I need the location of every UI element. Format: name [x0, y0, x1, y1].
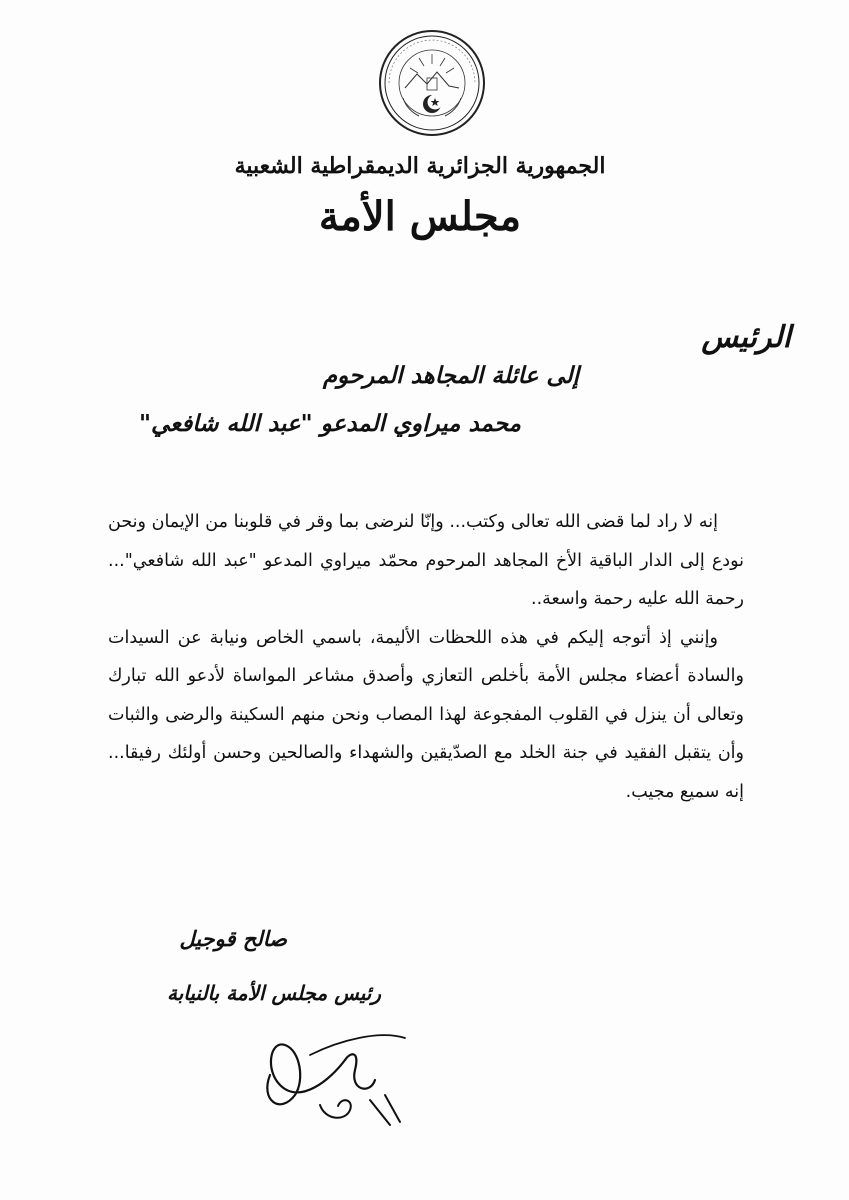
- body-paragraph-2: وإنني إذ أتوجه إليكم في هذه اللحظات الأليمة، باسمي الخاص ونيابة عن السيدات والسادة أعضاء مجلس الأمة بأخلص التعازي وأصدق مشاعر المواساة لأدعو الله تبارك وتعالى أن ينزل في القلوب المفجوعة لهذا المصاب ونحن منهم السكينة والرضى والثبات وأن يتقبل الفقيد في جنة الخلد مع الصدّيقين والشهداء والصالحين وحسن أولئك رفيقا... إنه سميع مجيب.: [108, 627, 744, 802]
- president-label: الرئيس: [701, 320, 791, 355]
- national-seal-emblem: [377, 28, 487, 138]
- letter-body: [108, 503, 744, 811]
- recipient-line-2: محمد ميراوي المدعو "عبد الله شافعي": [139, 410, 521, 437]
- signer-title: رئيس مجلس الأمة بالنيابة: [167, 981, 381, 1005]
- body-paragraph-1: إنه لا راد لما قضى الله تعالى وكتب... وإنّا لنرضى بما وقر في قلوبنا من الإيمان ونحن نودع إلى الدار الباقية الأخ المجاهد المرحوم محمّد ميراوي المدعو "عبد الله شافعي"... رحمة الله عليه رحمة واسعة..: [108, 512, 744, 609]
- council-heading: مجلس الأمة: [318, 193, 522, 240]
- recipient-line-1: إلى عائلة المجاهد المرحوم: [322, 362, 579, 389]
- republic-heading: الجمهورية الجزائرية الديمقراطية الشعبية: [234, 153, 606, 179]
- handwritten-signature: [250, 1010, 410, 1140]
- signer-name: صالح قوجيل: [179, 926, 287, 951]
